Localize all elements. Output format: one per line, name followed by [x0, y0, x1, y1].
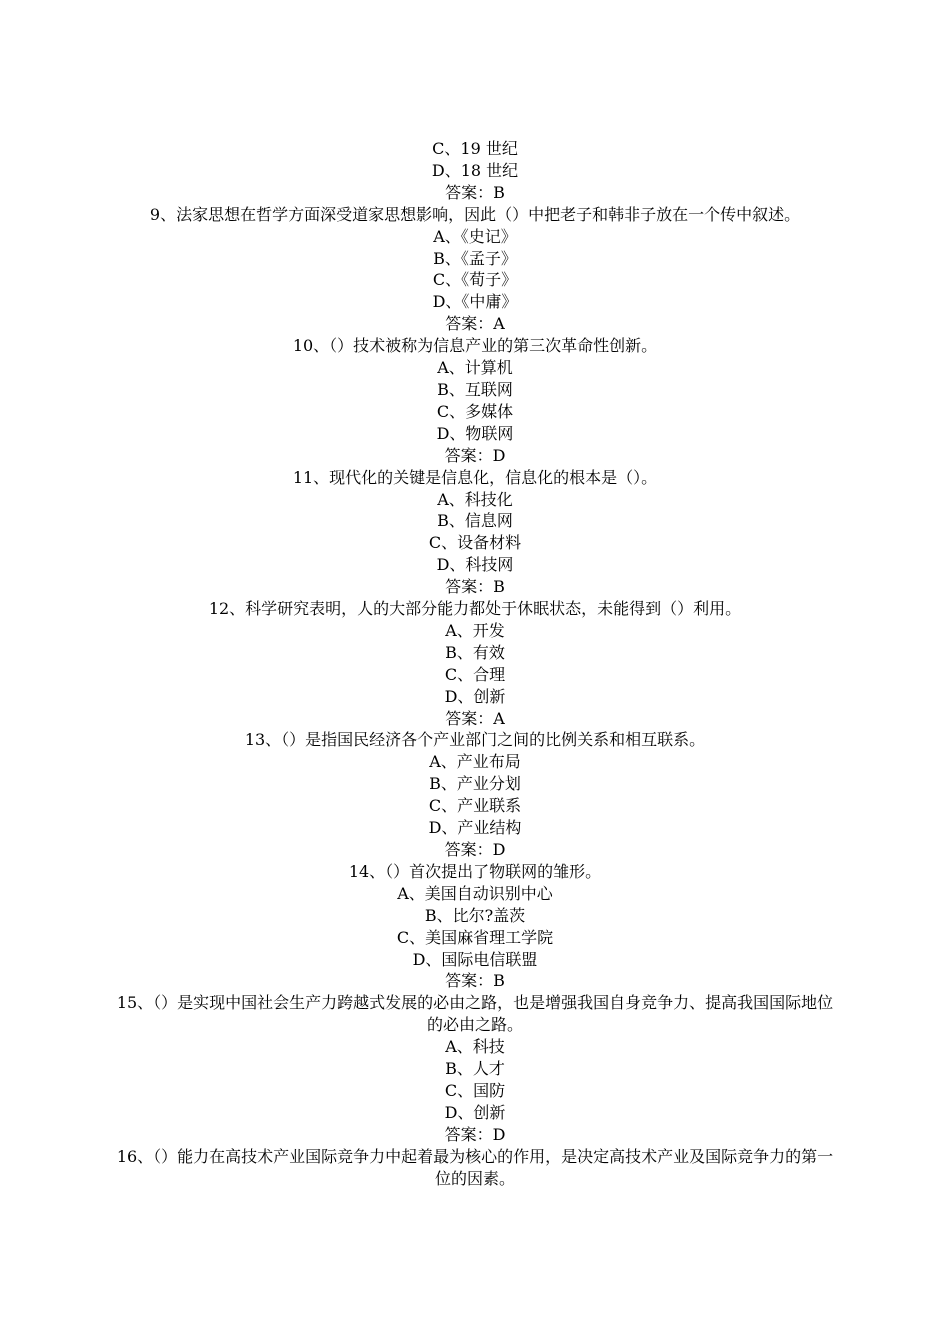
question-text: 11、现代化的关键是信息化，信息化的根本是（）。	[292, 467, 658, 487]
question-text: 13、（）是指国民经济各个产业部门之间的比例关系和相互联系。	[244, 730, 706, 750]
option-line: D、创新	[444, 1102, 506, 1122]
question-block	[0, 204, 950, 335]
option-line: D、物联网	[436, 423, 514, 443]
question-block	[0, 598, 950, 729]
question-text: 15、（）是实现中国社会生产力跨越式发展的必由之路，也是增强我国自身竞争力、提高我国国际地位的必由之路。	[116, 993, 834, 1035]
option-line: A、《史记》	[433, 226, 517, 246]
question-text: 14、（）首次提出了物联网的雏形。	[348, 861, 602, 881]
option-line: C、19 世纪	[432, 139, 518, 158]
answer-line: 答案：B	[445, 182, 505, 202]
option-line: C、合理	[444, 664, 506, 684]
option-line: A、产业布局	[429, 752, 521, 772]
option-line: A、科技化	[437, 489, 513, 509]
carryover-block	[0, 138, 950, 204]
option-line: B、产业分划	[429, 774, 521, 794]
option-line: D、18 世纪	[431, 160, 519, 180]
option-line: D、国际电信联盟	[412, 949, 538, 969]
option-line: D、产业结构	[428, 818, 522, 838]
option-line: C、设备材料	[428, 533, 522, 553]
option-line: B、人才	[445, 1059, 505, 1079]
question-text: 10、（）技术被称为信息产业的第三次革命性创新。	[292, 336, 658, 356]
question-block	[0, 861, 950, 992]
question-list	[0, 204, 950, 1190]
answer-line: 答案：B	[445, 577, 505, 597]
question-block	[0, 467, 950, 598]
option-line: B、有效	[445, 642, 505, 662]
question-text: 16、（）能力在高技术产业国际竞争力中起着最为核心的作用，是决定高技术产业及国际竞争力的第一位的因素。	[116, 1146, 834, 1188]
question-text: 9、法家思想在哲学方面深受道家思想影响，因此（）中把老子和韩非子放在一个传中叙述。	[149, 204, 801, 224]
option-line: B、互联网	[437, 379, 513, 399]
answer-line: 答案：D	[444, 445, 506, 465]
answer-line: 答案：D	[444, 840, 506, 859]
answer-line: 答案：D	[444, 1124, 506, 1144]
option-line: A、计算机	[437, 358, 513, 378]
question-block	[0, 335, 950, 466]
question-block	[0, 992, 950, 1145]
question-text: 12、科学研究表明，人的大部分能力都处于休眠状态，未能得到（）利用。	[208, 599, 742, 619]
option-line: A、美国自动识别中心	[397, 883, 553, 903]
option-line: C、产业联系	[428, 796, 522, 816]
option-line: A、开发	[445, 620, 505, 640]
document-page	[0, 138, 950, 1190]
option-line: C、美国麻省理工学院	[396, 927, 554, 947]
option-line: A、科技	[445, 1037, 505, 1057]
question-block	[0, 1146, 950, 1190]
question-block	[0, 729, 950, 860]
option-line: B、《孟子》	[433, 248, 517, 268]
option-line: D、科技网	[436, 555, 514, 575]
answer-line: 答案：A	[445, 708, 505, 728]
option-line: D、《中庸》	[432, 292, 518, 312]
answer-line: 答案：B	[445, 971, 505, 991]
option-line: C、多媒体	[436, 401, 514, 421]
option-line: C、《荀子》	[432, 270, 518, 290]
option-line: D、创新	[444, 686, 506, 706]
option-line: C、国防	[444, 1080, 506, 1100]
option-line: B、信息网	[437, 511, 513, 531]
answer-line: 答案：A	[445, 314, 505, 334]
option-line: B、比尔?盖茨	[424, 905, 526, 925]
